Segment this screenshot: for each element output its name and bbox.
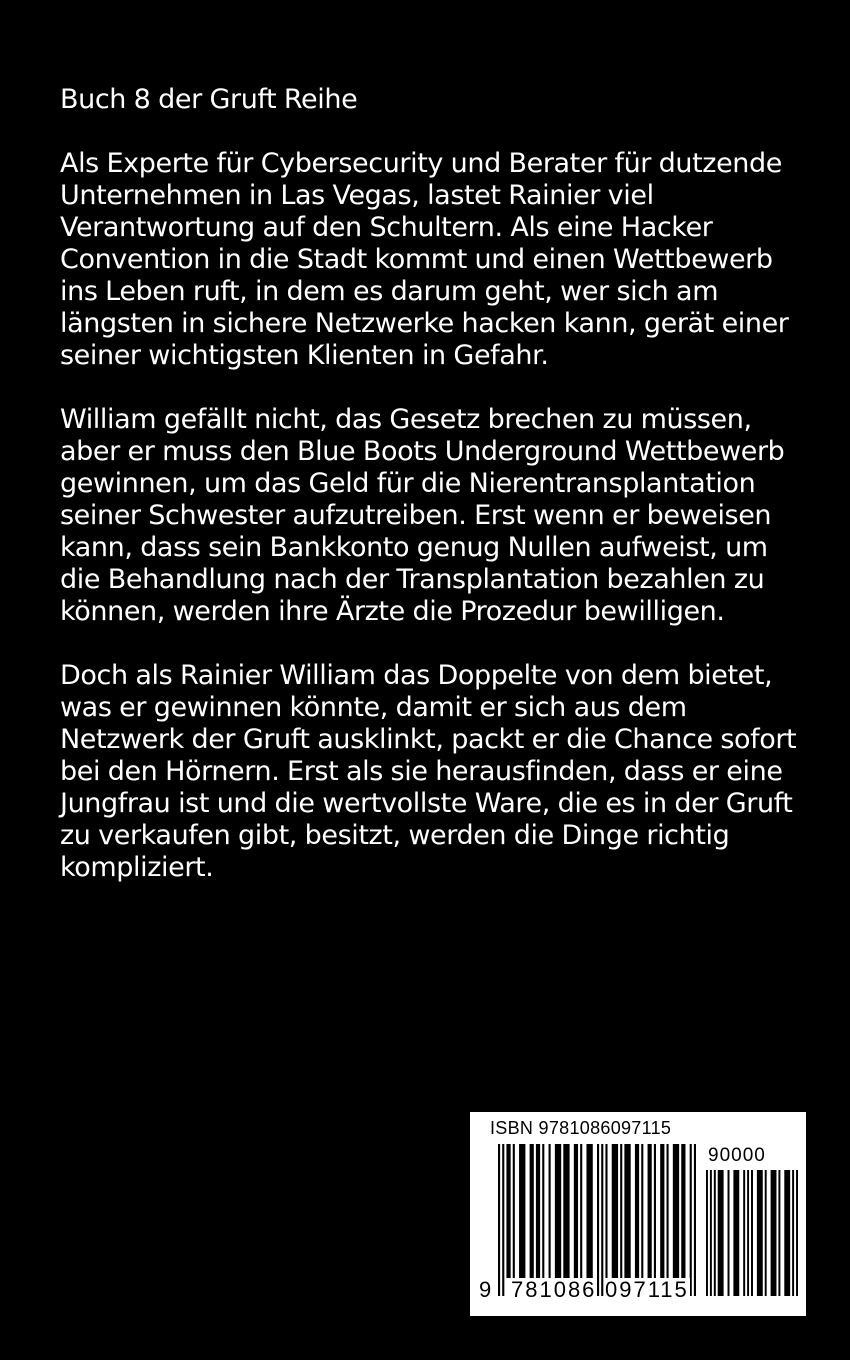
barcode-bar <box>654 1144 656 1278</box>
barcode-bar <box>771 1170 777 1296</box>
barcode-bar <box>536 1144 540 1278</box>
barcode-bar <box>555 1144 561 1278</box>
blurb-paragraph-2: William gefällt nicht, das Gesetz brechen zu müssen, aber er muss den Blue Boots Underground Wettbewerb gewinnen, um das Geld für die Nierentransplantation seiner Schwester aufzutreiben. Erst wenn er beweisen kann, dass sein Bankkonto genug Nullen aufweist, um die Behandlung nach der Transplantation bezahlen zu können, werden ihre Ärzte die Prozedur bewilligen. <box>60 404 785 627</box>
barcode-bar <box>498 1144 500 1296</box>
barcode-bar <box>765 1170 767 1296</box>
barcode-bar <box>624 1144 630 1278</box>
barcode-digits-right: 097115 <box>605 1277 689 1302</box>
blurb-paragraph-3: Doch als Rainier William das Doppelte von dem bietet, was er gewinnen könnte, damit er sich aus dem Netzwerk der Gruft ausklinkt, packt er die Chance sofort bei den Hörnern. Erst als sie herausfinden, dass er eine Jungfrau ist und die wertvollste Ware, die es in der Gruft zu verkaufen gibt, besitzt, werden die Dinge richtig kompliziert. <box>60 660 797 883</box>
barcode-bar <box>601 1144 603 1296</box>
price-code: 90000 <box>708 1145 766 1166</box>
blurb-paragraph-1: Als Experte für Cybersecurity und Berater für dutzende Unternehmen in Las Vegas, lastet Rainier viel Verantwortung auf den Schultern. Als eine Hacker Convention in die Stadt kommt und einen Wettbewerb ins Leben ruft, in dem es darum geht, wer sich am längsten in sichere Netzwerke hacken kann, gerät einer seiner wichtigsten Klienten in Gefahr. <box>60 148 789 371</box>
barcode-addon-bars <box>706 1170 798 1296</box>
barcode-bar <box>751 1170 753 1296</box>
barcode-bar <box>690 1144 692 1296</box>
barcode-bar <box>694 1144 696 1296</box>
barcode-bar <box>519 1144 525 1278</box>
barcode-bar <box>733 1170 739 1296</box>
barcode-bar <box>667 1144 669 1278</box>
barcode-bar <box>706 1170 708 1296</box>
series-line: Buch 8 der Gruft Reihe <box>60 84 358 115</box>
barcode-bar <box>612 1144 618 1278</box>
barcode-bar <box>648 1144 652 1278</box>
barcode-bar <box>714 1170 716 1296</box>
barcode-bar <box>792 1170 794 1296</box>
blurb-text <box>60 84 800 916</box>
barcode-bar <box>513 1144 515 1278</box>
barcode-bar <box>796 1170 798 1296</box>
barcode-bar <box>620 1144 622 1278</box>
barcode-bar <box>530 1144 534 1278</box>
barcode-bar <box>743 1170 745 1296</box>
barcode-bar <box>718 1170 724 1296</box>
barcode-bar <box>502 1144 504 1296</box>
barcode-bar <box>586 1144 592 1278</box>
barcode-bar <box>542 1144 544 1278</box>
barcode-digits-left: 781086 <box>511 1277 597 1302</box>
barcode-bar <box>574 1144 578 1278</box>
barcode-bar <box>660 1144 664 1278</box>
barcode-digit-first: 9 <box>479 1277 494 1302</box>
barcode-main-bars <box>498 1144 696 1296</box>
isbn-barcode <box>468 1110 808 1318</box>
barcode-bar <box>778 1170 780 1296</box>
barcode-bar <box>635 1144 639 1278</box>
barcode-bar <box>710 1170 712 1296</box>
barcode-bar <box>747 1170 749 1296</box>
barcode-bar <box>673 1144 679 1278</box>
barcode-bar <box>597 1144 599 1296</box>
barcode-bar <box>506 1144 510 1278</box>
barcode-bar <box>549 1144 551 1278</box>
barcode-bar <box>641 1144 643 1278</box>
isbn-label: ISBN 9781086097115 <box>490 1118 672 1138</box>
barcode-bar <box>728 1170 730 1296</box>
barcode-bar <box>563 1144 569 1278</box>
barcode-bar <box>784 1170 790 1296</box>
barcode-bar <box>757 1170 763 1296</box>
barcode-bar <box>681 1144 685 1278</box>
barcode-bar <box>605 1144 607 1278</box>
barcode-bar <box>580 1144 582 1278</box>
